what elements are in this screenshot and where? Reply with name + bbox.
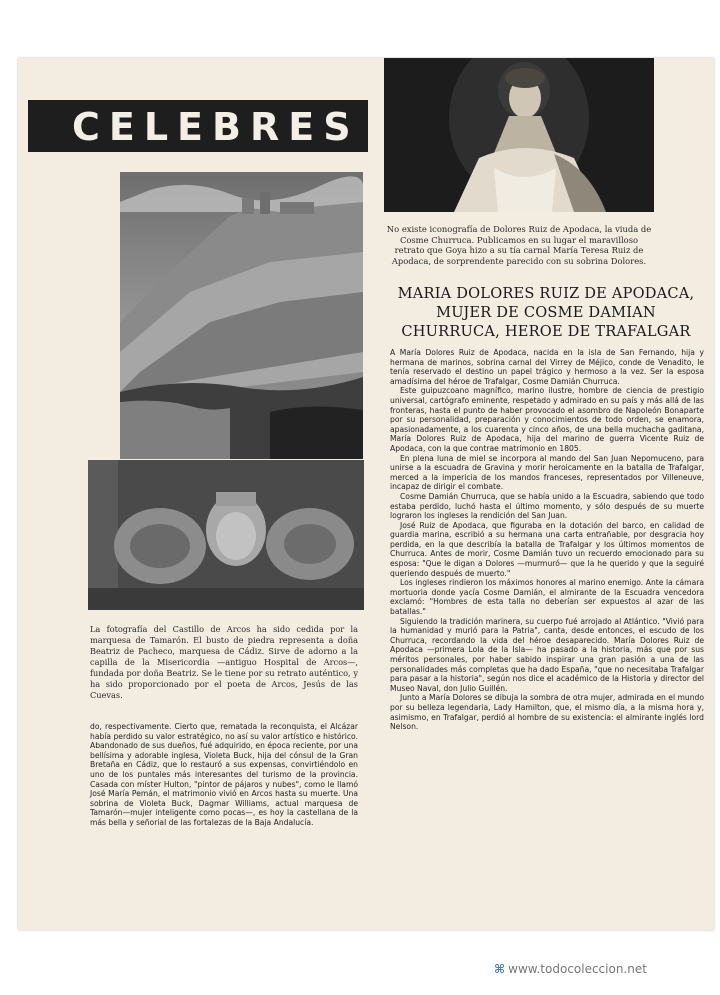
portrait-caption: No existe iconografía de Dolores Ruiz de Apodaca, la viuda de Cosme Churruca. Publicamos en su lugar el maravilloso retrato que Goya hizo a su tía carnal María Teresa Ruiz de Apodaca, de sorprendente parecido con su sobrina Dolores. xyxy=(386,224,652,266)
body-paragraph: Los ingleses rindieron los máximos honores al marino enemigo. Ante la cámara mortuoria donde yacía Cosme Damián, el almirante de la Escuadra vencedora exclamó: "Hombres de esta talla no deberían ser expuestos al azar de las batallas." xyxy=(390,578,704,617)
tc-logo-icon: ⌘ xyxy=(494,962,506,976)
photo-caption: La fotografía del Castillo de Arcos ha sido cedida por la marquesa de Tamarón. El busto de piedra representa a doña Beatriz de Pacheco, marquesa de Cádiz. Sirve de adorno a la capilla de la Misericordia —antiguo Hospital de Arcos—, fundada por doña Beatriz. Se le tiene por su retrato auténtico, y ha sido proporcionado por el poeta de Arcos, Jesús de las Cuevas. xyxy=(90,624,358,700)
body-paragraph: A María Dolores Ruiz de Apodaca, nacida en la isla de San Fernando, hija y hermana de marinos, sobrina carnal del Virrey de Méjico, conde de Venadito, le tenía reservado el destino un papel trágico y hermoso a la vez. Ser la esposa amadísima del héroe de Trafalgar, Cosme Damián Churruca. xyxy=(390,348,704,386)
watermark-text: www.todocoleccion.net xyxy=(508,962,647,976)
section-title: CELEBRES xyxy=(72,105,360,149)
section-header xyxy=(28,100,368,152)
watermark-logo[interactable] xyxy=(494,962,647,976)
article-headline: MARIA DOLORES RUIZ DE APODACA, MUJER DE COSME DAMIAN CHURRUCA, HEROE DE TRAFALGAR xyxy=(397,285,695,340)
body-paragraph: Cosme Damián Churruca, que se había unido a la Escuadra, sabiendo que todo estaba perdido, luchó hasta el último momento, y sólo después de su muerte lograron los ingleses la rendición del San Juan. xyxy=(390,491,704,521)
left-column-text xyxy=(90,722,358,828)
magazine-page xyxy=(18,58,714,930)
portrait-photo xyxy=(384,58,654,212)
body-paragraph: José Ruiz de Apodaca, que figuraba en la dotación del barco, en calidad de guardia marina, escribió a su hermana una carta entrañable, por desgracia hoy perdida, en la que describía la batalla de Trafalgar y los últimos momentos de Churruca. Antes de morir, Cosme Damián tuvo un recuerdo emocionado para su esposa: "Que le digan a Dolores —murmuró— que la he querido y que la seguiré queriendo después de muerto." xyxy=(390,520,704,578)
left-body-paragraph: do, respectivamente. Cierto que, rematada la reconquista, el Alcázar había perdido su valor estratégico, no así su valor artístico e histórico. Abandonado de sus dueños, fué adquirido, en época reciente, por una bellísima y adorable inglesa, Violeta Buck, hija del cónsul de la Gran Bretaña en Cádiz, que lo restauró a sus expensas, convirtiéndolo en uno de los puntales más interesantes del turismo de la provincia. Casada con míster Hulton, "pintor de pájaros y nubes", como le llamó José María Pemán, el matrimonio vivió en Arcos hasta su muerte. Una sobrina de Violeta Buck, Dagmar Williams, actual marquesa de Tamarón—mujer inteligente como pocas—, es hoy la castellana de la más bella y señorial de las fortalezas de la Baja Andalucía. xyxy=(90,722,358,827)
body-paragraph: En plena luna de miel se incorpora al mando del San Juan Nepomuceno, para unirse a la escuadra de Gravina y morir heroicamente en la batalla de Trafalgar, merced a la impericia de los mandos franceses, representados por Villeneuve, incapaz de dirigir el combate. xyxy=(390,453,704,492)
right-column-text xyxy=(390,348,704,732)
stone-bust-photo xyxy=(88,460,364,610)
body-paragraph: Siguiendo la tradición marinera, su cuerpo fué arrojado al Atlántico. "Vivió para la humanidad y murió para la Patria", canta, desde entonces, el escudo de los Churruca, recordando la vida del héroe desaparecido. María Dolores Ruiz de Apodaca —primera Lola de la Isla— ha pasado a la historia, más que por sus méritos personales, por haber sabido inspirar una gran pasión a una de las personalidades más completas que ha dado España, "que no necesitaba Trafalgar para pasar a la historia", según nos dice el académico de la Historia y director del Museo Naval, don Julio Guillén. xyxy=(390,616,704,693)
body-paragraph: Este guipuzcoano magnífico, marino ilustre, hombre de ciencia de prestigio universal, cartógrafo eminente, respetado y admirado en su país y más allá de las fronteras, hasta el punto de haber provocado el asombro de Napoleón Bonaparte por su personalidad, preparación y conocimientos de todo orden, se enamora, apasionadamente, a los cuarenta y cinco años, de una bella muchacha gaditana, María Dolores Ruiz de Apodaca, hija del marino de guerra Vicente Ruiz de Apodaca, con la que contrae matrimonio en 1805. xyxy=(390,386,704,453)
body-paragraph: Junto a María Dolores se dibuja la sombra de otra mujer, admirada en el mundo por su belleza legendaria, Lady Hamilton, que, el mismo día, a la misma hora y, asimismo, en Trafalgar, perdió al hombre de su existencia: el almirante inglés lord Nelson. xyxy=(390,693,704,732)
castle-photo xyxy=(120,172,363,459)
